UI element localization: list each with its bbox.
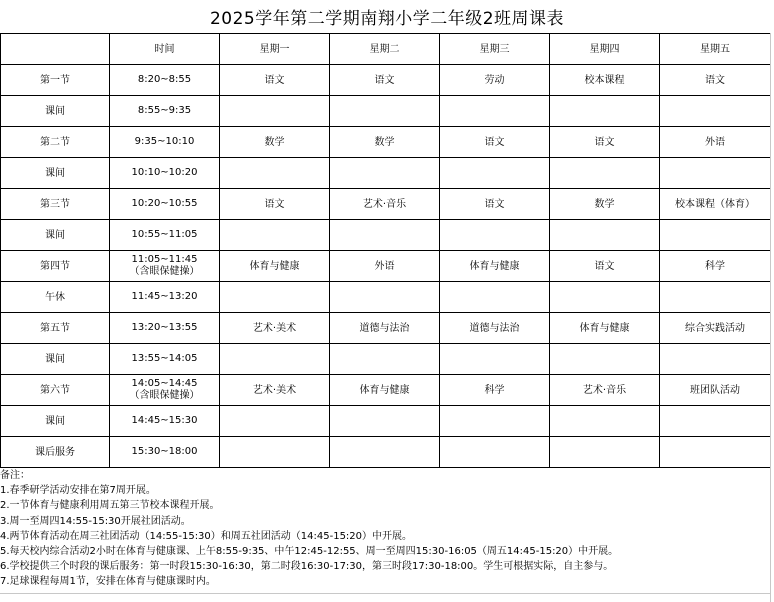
- subject-cell: [440, 96, 550, 127]
- period-label: 第六节: [1, 375, 110, 406]
- subject-cell: 语文: [550, 127, 660, 158]
- sheet-frame-bottom: [0, 593, 771, 594]
- subject-cell: 外语: [330, 251, 440, 282]
- subject-cell: [550, 282, 660, 313]
- subject-cell: 语文: [660, 65, 771, 96]
- subject-cell: 数学: [550, 189, 660, 220]
- period-label: 课间: [1, 344, 110, 375]
- period-time: [110, 251, 220, 282]
- subject-cell: 数学: [330, 127, 440, 158]
- subject-cell: [330, 344, 440, 375]
- notes-heading: 备注：: [0, 470, 30, 481]
- period-label: 第五节: [1, 313, 110, 344]
- time-range: 15:30~18:00: [131, 446, 198, 457]
- subject-cell: 科学: [440, 375, 550, 406]
- table-row: [1, 344, 771, 375]
- note-line: 5.每天校内综合活动2小时在体育与健康课、上午8:55-9:35、中午12:45-12:55、周一至周四15:30-16:05（周五14:45-15:20）中开展。: [0, 545, 619, 557]
- period-time: [110, 406, 220, 437]
- period-time: [110, 220, 220, 251]
- subject-cell: [220, 282, 330, 313]
- period-time: [110, 96, 220, 127]
- table-row: [1, 437, 771, 468]
- subject-cell: [660, 96, 771, 127]
- subject-cell: [660, 220, 771, 251]
- time-range: 9:35~10:10: [134, 136, 195, 147]
- subject-cell: [660, 282, 771, 313]
- time-range: 10:20~10:55: [131, 198, 198, 209]
- time-range: 10:55~11:05: [131, 229, 198, 240]
- subject-cell: [440, 406, 550, 437]
- period-label: 课间: [1, 96, 110, 127]
- note-line: 4.两节体育活动在周三社团活动（14:55-15:30）和周五社团活动（14:45-15:20）中开展。: [0, 530, 413, 542]
- subject-cell: [330, 96, 440, 127]
- header-corner-cell: [1, 34, 110, 65]
- subject-cell: [440, 344, 550, 375]
- period-label: 第一节: [1, 65, 110, 96]
- subject-cell: [550, 96, 660, 127]
- subject-cell: 道德与法治: [330, 313, 440, 344]
- subject-cell: 语文: [440, 127, 550, 158]
- time-range: 8:55~9:35: [137, 105, 192, 116]
- period-label: 第四节: [1, 251, 110, 282]
- subject-cell: 体育与健康: [330, 375, 440, 406]
- subject-cell: 体育与健康: [550, 313, 660, 344]
- period-label: 第二节: [1, 127, 110, 158]
- period-time: [110, 313, 220, 344]
- period-label: 课间: [1, 158, 110, 189]
- header-row: [1, 34, 771, 65]
- subject-cell: [440, 282, 550, 313]
- subject-cell: 道德与法治: [440, 313, 550, 344]
- time-range: 10:10~10:20: [131, 167, 198, 178]
- note-line: 2.一节体育与健康利用周五第三节校本课程开展。: [0, 500, 220, 512]
- time-note: （含眼保健操）: [129, 390, 200, 401]
- subject-cell: 艺术·音乐: [330, 189, 440, 220]
- time-range: 11:05~11:45: [131, 254, 198, 265]
- subject-cell: 科学: [660, 251, 771, 282]
- page-title: 2025学年第二学期南翔小学二年级2班周课表: [209, 9, 565, 29]
- table-row: [1, 158, 771, 189]
- subject-cell: [660, 406, 771, 437]
- header-weekday: 星期三: [440, 34, 550, 65]
- sheet-frame-right: [770, 33, 771, 602]
- subject-cell: [220, 96, 330, 127]
- subject-cell: 艺术·美术: [220, 375, 330, 406]
- time-range: 8:20~8:55: [137, 74, 192, 85]
- subject-cell: [550, 344, 660, 375]
- subject-cell: 体育与健康: [220, 251, 330, 282]
- table-row: [1, 313, 771, 344]
- notes-section: [0, 468, 770, 590]
- subject-cell: [220, 344, 330, 375]
- subject-cell: 体育与健康: [440, 251, 550, 282]
- note-line: 3.周一至周四14:55-15:30开展社团活动。: [0, 515, 191, 527]
- period-time: [110, 282, 220, 313]
- header-weekday: 星期四: [550, 34, 660, 65]
- subject-cell: 艺术·音乐: [550, 375, 660, 406]
- table-row: [1, 65, 771, 96]
- time-range: 14:45~15:30: [131, 415, 198, 426]
- note-line: 6.学校提供三个时段的课后服务：第一时段15:30-16:30，第二时段16:30-17:30，第三时段17:30-18:00。学生可根据实际，自主参与。: [0, 561, 614, 573]
- subject-cell: 艺术·美术: [220, 313, 330, 344]
- period-label: 课间: [1, 220, 110, 251]
- header-weekday: 星期一: [220, 34, 330, 65]
- subject-cell: [440, 220, 550, 251]
- table-row: [1, 96, 771, 127]
- note-line: 7.足球课程每周1节，安排在体育与健康课时内。: [0, 576, 216, 588]
- period-label: 第三节: [1, 189, 110, 220]
- subject-cell: [330, 158, 440, 189]
- subject-cell: 外语: [660, 127, 771, 158]
- subject-cell: [660, 158, 771, 189]
- subject-cell: 综合实践活动: [660, 313, 771, 344]
- subject-cell: [440, 437, 550, 468]
- subject-cell: [660, 344, 771, 375]
- subject-cell: [220, 158, 330, 189]
- period-time: [110, 437, 220, 468]
- timetable: [0, 33, 771, 468]
- subject-cell: [440, 158, 550, 189]
- table-row: [1, 375, 771, 406]
- table-row: [1, 189, 771, 220]
- header-weekday: 星期二: [330, 34, 440, 65]
- period-time: [110, 158, 220, 189]
- subject-cell: 校本课程: [550, 65, 660, 96]
- header-weekday: 星期五: [660, 34, 771, 65]
- period-time: [110, 65, 220, 96]
- subject-cell: [330, 282, 440, 313]
- subject-cell: [550, 220, 660, 251]
- subject-cell: 语文: [550, 251, 660, 282]
- period-label: 课间: [1, 406, 110, 437]
- subject-cell: [550, 158, 660, 189]
- subject-cell: [550, 437, 660, 468]
- subject-cell: 班团队活动: [660, 375, 771, 406]
- subject-cell: 语文: [330, 65, 440, 96]
- period-label: 午休: [1, 282, 110, 313]
- subject-cell: 校本课程（体育）: [660, 189, 771, 220]
- subject-cell: [330, 437, 440, 468]
- period-time: [110, 189, 220, 220]
- subject-cell: 数学: [220, 127, 330, 158]
- time-range: 14:05~14:45: [131, 378, 198, 389]
- subject-cell: 语文: [440, 189, 550, 220]
- time-note: （含眼保健操）: [129, 266, 200, 277]
- subject-cell: [330, 220, 440, 251]
- subject-cell: [220, 406, 330, 437]
- time-range: 13:55~14:05: [131, 353, 198, 364]
- period-time: [110, 344, 220, 375]
- period-time: [110, 375, 220, 406]
- table-row: [1, 220, 771, 251]
- time-range: 11:45~13:20: [131, 291, 198, 302]
- time-range: 13:20~13:55: [131, 322, 198, 333]
- period-label: 课后服务: [1, 437, 110, 468]
- subject-cell: 劳动: [440, 65, 550, 96]
- subject-cell: [330, 406, 440, 437]
- table-row: [1, 406, 771, 437]
- subject-cell: 语文: [220, 65, 330, 96]
- table-row: [1, 282, 771, 313]
- note-line: 1.春季研学活动安排在第7周开展。: [0, 485, 156, 497]
- header-time: 时间: [110, 34, 220, 65]
- subject-cell: 语文: [220, 189, 330, 220]
- subject-cell: [220, 437, 330, 468]
- table-row: [1, 251, 771, 282]
- subject-cell: [220, 220, 330, 251]
- subject-cell: [660, 437, 771, 468]
- period-time: [110, 127, 220, 158]
- subject-cell: [550, 406, 660, 437]
- table-row: [1, 127, 771, 158]
